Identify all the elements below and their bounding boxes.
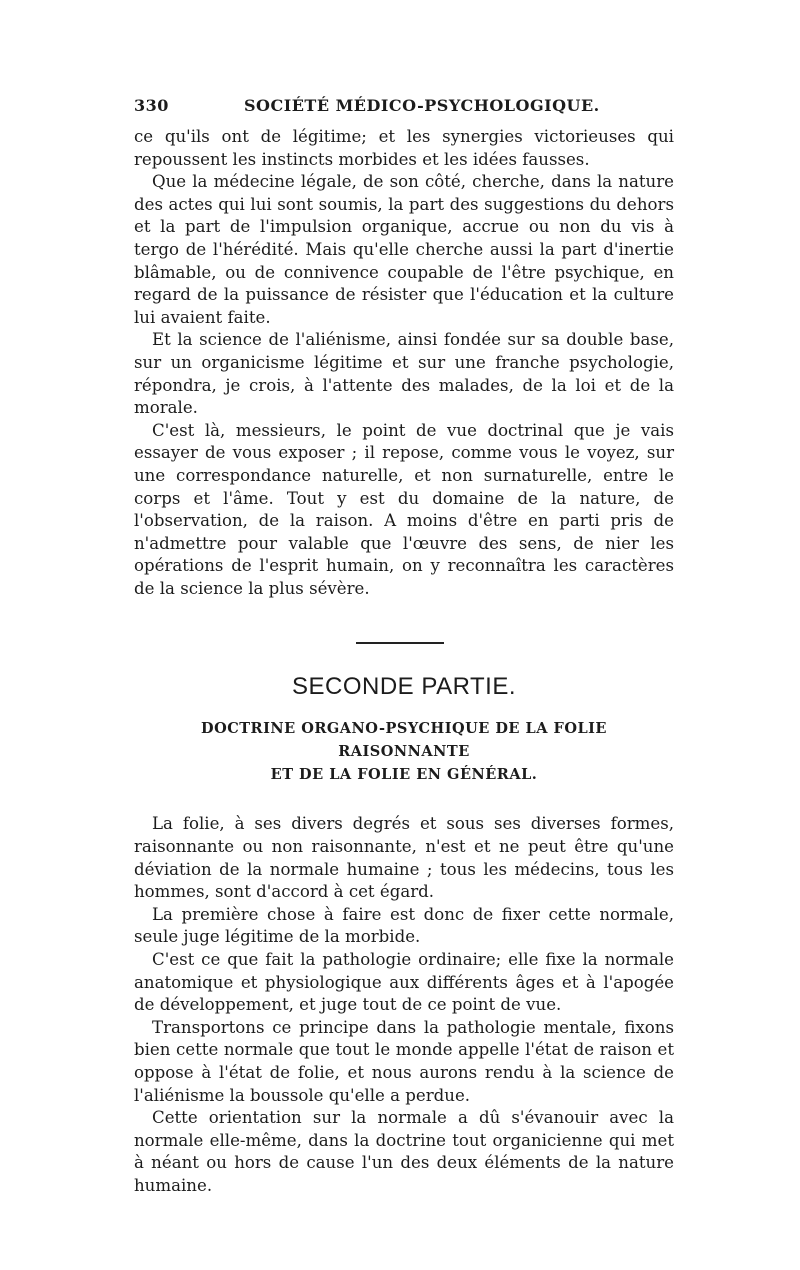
book-page: [134, 96, 674, 1198]
running-head: [134, 96, 674, 126]
paragraph-folie: La folie, à ses divers degrés et sous ses diverses formes, raisonnante ou non raisonnante, n'est et ne peut être qu'une déviation de la normale humaine ; tous les médecins, tous les hommes, sont d'accord à cet égard.: [134, 814, 674, 902]
paragraph-point-de-vue: C'est là, messieurs, le point de vue doctrinal que je vais essayer de vous exposer ; il repose, comme vous le voyez, sur une correspondance naturelle, et non surnaturelle, entre le corps et l'âme. Tout y est du domaine de la nature, de l'observation, de la raison. A moins d'être en parti pris de n'admettre pour valable que l'œuvre des sens, de nier les opérations de l'esprit humain, on y reconnaîtra les caractères de la science la plus sévère.: [134, 420, 674, 598]
section-subheading: [134, 717, 674, 786]
part-title: SECONDE PARTIE.: [292, 673, 516, 701]
page-number: 330: [134, 96, 169, 115]
paragraph-transportons: Transportons ce principe dans la pathologie mentale, fixons bien cette normale que tout le monde appelle l'état de raison et oppose à l'état de folie, et nous aurons rendu à la science de l'aliénisme la boussole qu'elle a perdue.: [134, 1017, 674, 1105]
subheading-line-1: DOCTRINE ORGANO-PSYCHIQUE DE LA FOLIE RAISONNANTE: [201, 720, 607, 761]
spacer: [134, 786, 674, 813]
paragraph-pathologie-ordinaire: C'est ce que fait la pathologie ordinaire; elle fixe la normale anatomique et physiologique aux différents âges et à l'apogée de développement, et juge tout de ce point de vue.: [134, 950, 674, 1015]
paragraph-orientation: Cette orientation sur la normale a dû s'évanouir avec la normale elle-même, dans la doctrine tout organicienne qui met à néant ou hors de cause l'un des deux éléments de la nature humaine.: [134, 1108, 674, 1195]
paragraph-medecine-legale: Que la médecine légale, de son côté, cherche, dans la nature des actes qui lui sont soumis, la part des suggestions du dehors et la part de l'impulsion organique, accrue ou non du vis à tergo de l'hérédité. Mais qu'elle cherche aussi la part d'inertie blâmable, ou de connivence coupable de l'être psychique, en regard de la puissance de résister que l'éducation et la culture lui avaient faite.: [134, 172, 674, 327]
paragraph-premiere-chose: La première chose à faire est donc de fixer cette normale, seule juge légitime de la morbide.: [134, 904, 674, 947]
running-head-title: SOCIÉTÉ MÉDICO-PSYCHOLOGIQUE.: [244, 96, 600, 115]
subheading-line-2: ET DE LA FOLIE EN GÉNÉRAL.: [270, 766, 538, 784]
paragraph-continuation: ce qu'ils ont de légitime; et les synergies victorieuses qui repoussent les instincts morbides et les idées fausses.: [134, 127, 674, 169]
paragraph-science-alienisme: Et la science de l'aliénisme, ainsi fondée sur sa double base, sur un organicisme légitime et sur une franche psychologie, répondra, je crois, à l'attente des malades, de la loi et de la morale.: [134, 330, 674, 418]
section-divider: [356, 642, 444, 644]
